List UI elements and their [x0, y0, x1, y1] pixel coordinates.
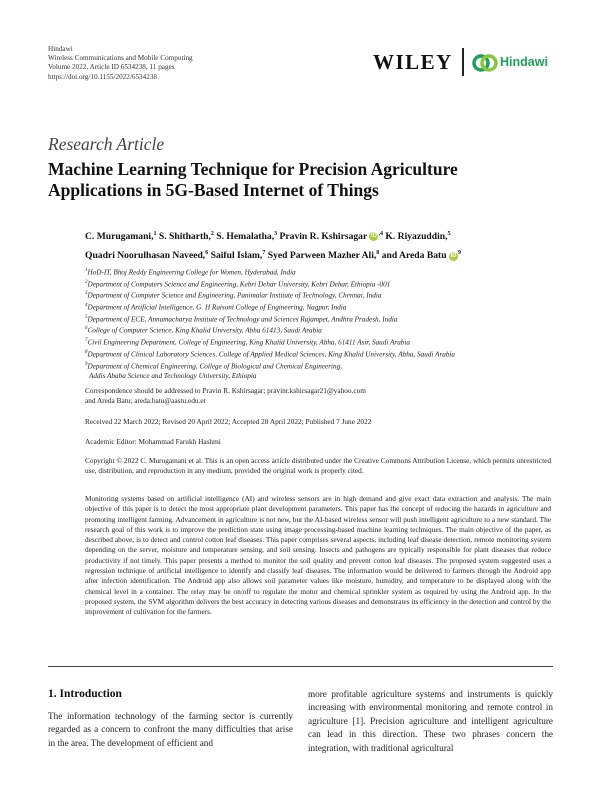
affiliation-item: $^1$HoD-IT, Bhoj Reddy Engineering College for Women, Hyderabad, India [85, 268, 296, 277]
author-name: Syed Parween Mazher Ali, [267, 250, 377, 262]
volume-line: Volume 2022, Article ID 6534238, 11 pages [48, 63, 175, 72]
author-name: K. Riyazuddin, [385, 231, 448, 243]
author-affil-sup: 1 [153, 231, 157, 237]
author-affil-sup: 7 [262, 250, 266, 257]
affiliation-item: $^2$Department of Computers Science and Engineering, Kebri Dehar University, Kebri Dehar, Ethiopia -001 [85, 279, 391, 289]
publisher-name: Hindawi [48, 45, 73, 53]
author-name: S. Hemalatha, [216, 231, 275, 243]
body-paragraph: more profitable agriculture systems and instruments is quickly increasing with environmental monitoring and remote control in agriculture [1]. Precision agriculture and intelligent agriculture can lead in this direction. These two phrases concern the integration, with traditional agricultural [308, 689, 553, 753]
body-column-left [48, 688, 293, 750]
orcid-icon[interactable]: iD [370, 233, 377, 240]
affiliation-item: $^4$Department of Artificial Intelligence, G. H Raisoni College of Engineering, Nagpur, India [85, 303, 347, 312]
author-affil-sup: 6 [205, 250, 209, 257]
affiliation-item: $^5$Department of ECE, Annamacharya Institute of Technology and Sciences Rajampet, Andhra Pradesh, India [85, 314, 398, 324]
article-type: Research Article [48, 134, 165, 154]
author-affil-sup: 2 [210, 231, 214, 237]
orcid-icon[interactable]: iD [450, 252, 457, 259]
author-affil-sup: 5 [447, 231, 451, 237]
author-affil-sup: 8 [376, 250, 380, 257]
correspondence [85, 386, 565, 406]
hindawi-logo-text: Hindawi [500, 55, 548, 69]
author-name: C. Murugamani, [85, 231, 154, 243]
publication-dates: Received 22 March 2022; Revised 20 April 2022; Accepted 28 April 2022; Published 7 June 2022 [85, 417, 372, 426]
author-name: Quadri Noorulhasan Naveed, [85, 250, 206, 262]
author-name: Saiful Islam, [210, 250, 263, 262]
copyright-notice: Copyright © 2022 C. Murugamani et al. This is an open access article distributed under the Creative Commons Attribution License, which permits unrestricted use, distribution, and reproduction in any medium, provided the original work is properly cited. [85, 456, 551, 476]
author-list [85, 226, 565, 264]
affiliation-item: $^7$Civil Engineering Department, College of Engineering, King Khalid University, Abha, 61411 Asir, Saudi Arabia [85, 338, 410, 347]
doi-link[interactable]: https://doi.org/10.1155/2022/6534238 [48, 72, 158, 81]
body-column-right [308, 688, 553, 755]
body-paragraph: The information technology of the farming sector is currently regarded as a concern to confront the many difficulties that arise in the area. The development of efficient and [48, 711, 293, 748]
paper-title: Machine Learning Technique for Precision Agriculture Applications in 5G-Based Internet of Things [48, 159, 458, 200]
affiliation-item: $^6$College of Computer Science, King Khalid University, Abha 61413, Saudi Arabia [85, 326, 322, 335]
section-heading: 1. Introduction [48, 688, 122, 700]
hindawi-logo-icon [472, 53, 498, 78]
author-name: Pravin R. Kshirsagar [279, 231, 368, 243]
author-affil-sup: 3 [274, 231, 278, 237]
wiley-logo: WILEY [373, 50, 453, 74]
logo-divider [462, 48, 464, 76]
affiliation-item: $^9$Department of Chemical Engineering, College of Biological and Chemical Engineering, [85, 361, 343, 370]
affiliation-item: $^3$Department of Computer Science and Engineering, Panimalar Institute of Technology, Chennai, India [85, 291, 382, 300]
author-name: S. Shitharth, [158, 231, 211, 243]
journal-metadata [48, 45, 193, 82]
affiliations [85, 266, 565, 381]
correspondence-line: Correspondence should be addressed to Pravin R. Kshirsagar; pravinr.kshirsagar21@yahoo.com [85, 386, 366, 395]
correspondence-line: and Areda Batu; areda.batu@aastu.edu.et [85, 396, 206, 405]
affiliation-item: Addis Ababa Science and Technology University, Ethiopia [89, 372, 257, 381]
affiliation-item: $^8$Department of Clinical Laboratory Sciences, College of Applied Medical Sciences, King Khalid University, Abha, Saudi Arabia [85, 349, 456, 359]
section-divider [48, 666, 553, 667]
abstract-text: Monitoring systems based on artificial intelligence (AI) and wireless sensors are in high demand and give exact data extraction and analysis. The main objective of this paper is to detect the most appropriate plant development parameters. This paper has the concept of reducing the hazards in agriculture and promoting intelligent farming. Advancement in agriculture is not new, but the AI-based wireless sensor will push intelligent agriculture to a new standard. The research goal of this work is to improve the prediction state using image processing-based machine learning techniques. The main objective of the paper, as described above, is to detect and control cotton leaf diseases. This paper comprises several aspects, including leaf disease detection, remote monitoring system depending on the server, moisture and temperature sensing, and soil sensing. Insects and pathogens are typically responsible for plant diseases that reduce productivity if not timely. This paper presents a method to monitor the soil quality and prevent cotton leaf diseases. The proposed system suggested uses a regression technique of artificial intelligence to identify and classify leaf diseases. The information would be delivered to farmers through the Android app after infection identification. The Android app also allows soil parameter values like moisture, humidity, and temperature to be displayed along with the chemical level in a container. The relay may be on/off to regulate the motor and chemical sprinkler system as required by using the Android app. In the proposed system, the SVM algorithm delivers the best accuracy in detecting various diseases and demonstrates its efficiency in the detection and control by the improvement of cultivation for the farmers. [85, 494, 551, 617]
academic-editor: Academic Editor: Mohammad Farukh Hashmi [85, 437, 221, 446]
author-name: and Areda Batu [381, 250, 447, 262]
journal-name: Wireless Communications and Mobile Computing [48, 54, 193, 63]
author-affil-sup: 9 [457, 250, 461, 257]
author-affil-sup: ,4 [378, 231, 383, 237]
